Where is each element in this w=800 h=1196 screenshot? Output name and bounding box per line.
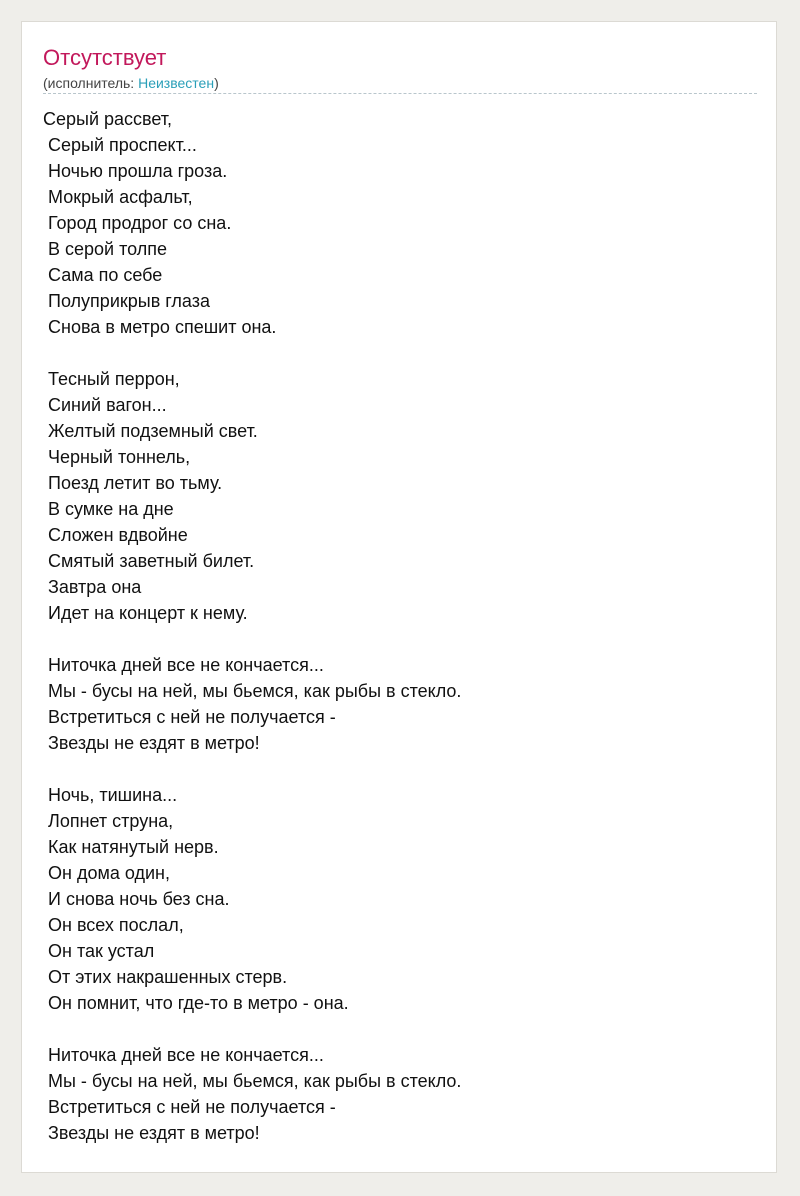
- lyric-line: Встретиться с ней не получается -: [48, 1097, 336, 1117]
- lyric-line: Завтра она: [48, 577, 142, 597]
- lyric-line: Город продрог со сна.: [48, 213, 232, 233]
- lyric-line: Тесный перрон,: [48, 369, 180, 389]
- title-divider: [43, 93, 757, 94]
- lyric-line: Ночью прошла гроза.: [48, 161, 228, 181]
- stanza-break: [43, 1016, 743, 1042]
- lyric-line: Мы - бусы на ней, мы бьемся, как рыбы в стекло.: [48, 1071, 462, 1091]
- artist-link[interactable]: Неизвестен: [138, 75, 215, 91]
- lyrics-text: [43, 106, 743, 1146]
- lyric-line: Он так устал: [48, 941, 155, 961]
- lyric-line: Серый проспект...: [48, 135, 197, 155]
- lyric-line: Он помнит, что где-то в метро - она.: [48, 993, 349, 1013]
- lyric-line: В сумке на дне: [48, 499, 174, 519]
- lyric-line: Звезды не ездят в метро!: [48, 733, 260, 753]
- lyric-line: И снова ночь без сна.: [48, 889, 230, 909]
- lyric-line: Серый рассвет,: [43, 109, 173, 129]
- lyric-line: Ниточка дней все не кончается...: [48, 655, 324, 675]
- stanza-break: [43, 756, 743, 782]
- lyric-line: Лопнет струна,: [48, 811, 174, 831]
- lyric-line: Сложен вдвойне: [48, 525, 188, 545]
- lyric-line: В серой толпе: [48, 239, 168, 259]
- lyric-line: Мы - бусы на ней, мы бьемся, как рыбы в стекло.: [48, 681, 462, 701]
- lyric-line: Ночь, тишина...: [48, 785, 178, 805]
- stanza-break: [43, 340, 743, 366]
- lyric-line: Он дома один,: [48, 863, 170, 883]
- lyrics-card: [21, 21, 777, 1173]
- lyric-line: Ниточка дней все не кончается...: [48, 1045, 324, 1065]
- lyric-line: От этих накрашенных стерв.: [48, 967, 288, 987]
- lyric-line: Снова в метро спешит она.: [48, 317, 277, 337]
- lyric-line: Мокрый асфальт,: [48, 187, 193, 207]
- artist-suffix: ): [214, 75, 219, 91]
- lyric-line: Полуприкрыв глаза: [48, 291, 210, 311]
- lyric-line: Смятый заветный билет.: [48, 551, 255, 571]
- lyric-line: Сама по себе: [48, 265, 163, 285]
- lyric-line: Желтый подземный свет.: [48, 421, 258, 441]
- artist-prefix: (исполнитель:: [43, 75, 139, 91]
- lyric-line: Звезды не ездят в метро!: [48, 1123, 260, 1143]
- lyric-line: Идет на концерт к нему.: [48, 603, 248, 623]
- lyric-line: Черный тоннель,: [48, 447, 191, 467]
- lyric-line: Встретиться с ней не получается -: [48, 707, 336, 727]
- lyric-line: Синий вагон...: [48, 395, 167, 415]
- lyric-line: Как натянутый нерв.: [48, 837, 219, 857]
- lyric-line: Поезд летит во тьму.: [48, 473, 223, 493]
- artist-line: [43, 74, 219, 92]
- song-title: Отсутствует: [43, 45, 167, 70]
- lyric-line: Он всех послал,: [48, 915, 184, 935]
- stanza-break: [43, 626, 743, 652]
